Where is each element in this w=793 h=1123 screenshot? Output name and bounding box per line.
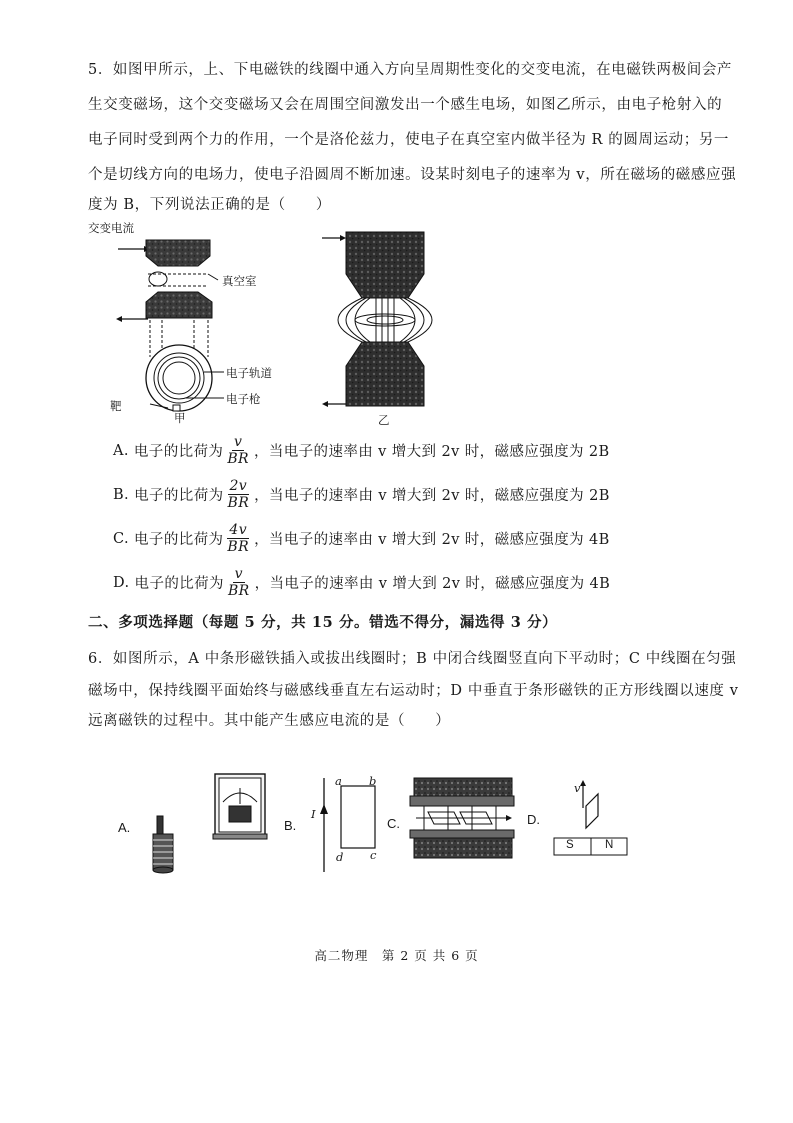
q6-option-d-label[interactable]: D.	[527, 812, 540, 827]
label-current-i: I	[311, 807, 316, 821]
section-2-heading: 二、多项选择题（每题 5 分，共 15 分。错选不得分，漏选得 3 分）	[88, 614, 558, 631]
option-suffix: ，当电子的速率由 v 增大到 2v 时，磁感应强度为 4B	[254, 532, 610, 548]
option-letter: B.	[113, 486, 130, 503]
corner-a: a	[335, 774, 342, 788]
option-suffix: ，当电子的速率由 v 增大到 2v 时，磁感应强度为 2B	[254, 488, 610, 504]
q5-option-c[interactable]	[113, 522, 610, 555]
option-prefix: 电子的比荷为	[133, 444, 224, 460]
label-vacuum-chamber: 真空室	[222, 274, 257, 288]
fraction: $\frac{4v}{BR}$	[227, 522, 250, 555]
q5-option-b[interactable]	[113, 478, 610, 511]
q6-line-3: 远离磁铁的过程中。其中能产生感应电流的是（ ）	[88, 713, 451, 729]
magnet-pole-s: S	[566, 839, 574, 851]
q5-line-1: 5．如图甲所示，上、下电磁铁的线圈中通入方向呈周期性变化的交变电流，在电磁铁两极间会产	[88, 62, 733, 78]
option-prefix: 电子的比荷为	[134, 532, 224, 548]
figure-yi	[318, 228, 438, 418]
magnet-pole-n: N	[605, 839, 614, 851]
option-suffix: ，当电子的速率由 v 增大到 2v 时，磁感应强度为 2B	[253, 444, 610, 460]
q5-line-2: 生交变磁场，这个交变磁场又会在周围空间激发出一个感生电场，如图乙所示，由电子枪射入的	[88, 97, 723, 113]
option-letter: C.	[113, 530, 129, 547]
option-letter: D.	[113, 574, 130, 591]
corner-b: b	[369, 774, 377, 788]
fraction: $\frac{v}{BR}$	[227, 434, 249, 467]
figure-d-magnet-loop	[550, 776, 630, 856]
q5-option-a[interactable]	[113, 434, 610, 467]
corner-c: c	[370, 848, 377, 862]
label-velocity-v: v	[574, 781, 581, 795]
q5-line-3: 电子同时受到两个力的作用，一个是洛伦兹力，使电子在真空室内做半径为 R 的圆周运动；另一	[88, 132, 730, 148]
option-prefix: 电子的比荷为	[134, 488, 224, 504]
q5-line-4: 个是切线方向的电场力，使电子沿圆周不断加速。设某时刻电子的速率为 v，所在磁场的磁感应强	[88, 167, 737, 183]
fraction: $\frac{v}{BR}$	[227, 566, 250, 599]
q6-option-c-label[interactable]: C.	[387, 816, 400, 831]
q5-option-d[interactable]	[113, 566, 610, 599]
q6-line-1: 6．如图所示，A 中条形磁铁插入或拔出线圈时；B 中闭合线圈竖直向下平动时；C 中线圈在匀强	[88, 651, 737, 667]
figure-c-magnets-coil	[408, 774, 518, 864]
page-footer: 高二物理 第 2 页 共 6 页	[314, 948, 479, 963]
label-ac-current: 交变电流	[88, 221, 134, 235]
option-prefix: 电子的比荷为	[134, 576, 224, 592]
q6-option-b-label[interactable]: B.	[284, 818, 297, 833]
figure-b-wire-loop	[305, 776, 395, 876]
label-electron-gun: 电子枪	[226, 392, 261, 406]
figure-a-coil-galvanometer	[145, 772, 270, 877]
caption-yi: 乙	[378, 413, 390, 427]
fraction: $\frac{2v}{BR}$	[227, 478, 250, 511]
corner-d: d	[336, 850, 344, 864]
label-electron-orbit: 电子轨道	[226, 366, 272, 380]
option-suffix: ，当电子的速率由 v 增大到 2v 时，磁感应强度为 4B	[254, 576, 611, 592]
option-letter: A.	[113, 442, 129, 459]
label-target: 靶	[110, 399, 122, 413]
q5-line-5: 度为 B，下列说法正确的是（ ）	[88, 197, 331, 213]
caption-jia: 甲	[174, 411, 186, 425]
q6-option-a-label[interactable]: A.	[118, 820, 131, 835]
q6-line-2: 磁场中，保持线圈平面始终与磁感线垂直左右运动时；D 中垂直于条形磁铁的正方形线圈以速度 v	[88, 683, 739, 699]
